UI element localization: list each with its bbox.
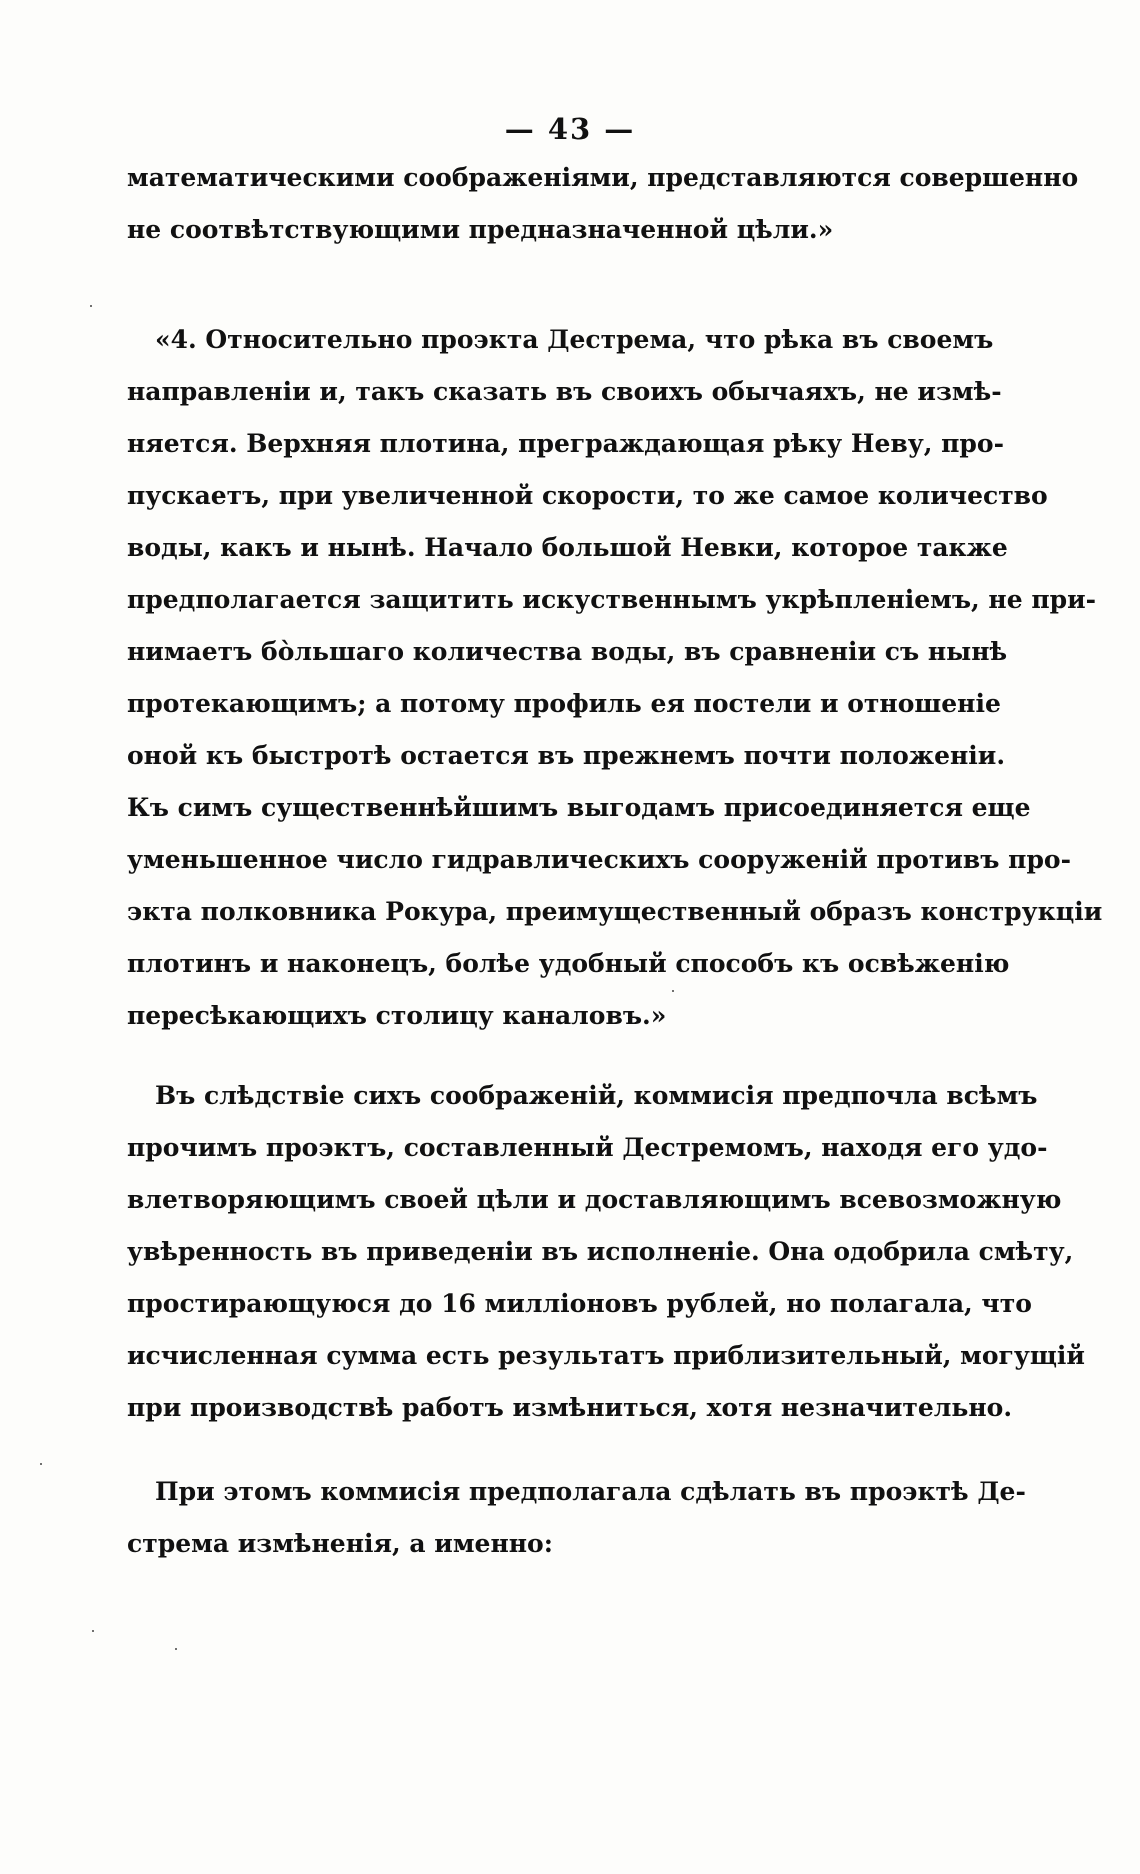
text-line: При этомъ коммисія предполагала сдѣлать въ проэктѣ Де- <box>155 1477 1026 1506</box>
text-line: плотинъ и наконецъ, болѣе удобный способъ къ освѣженію <box>127 949 1010 978</box>
text-line: пускаетъ, при увеличенной скорости, то же самое количество <box>127 481 1048 510</box>
paragraph-4 <box>127 1466 1026 1570</box>
text-line: протекающимъ; а потому профиль ея постели и отношеніе <box>127 689 1001 718</box>
text-line: простирающуюся до 16 милліоновъ рублей, но полагала, что <box>127 1289 1032 1318</box>
text-line: направленіи и, такъ сказать въ своихъ обычаяхъ, не измѣ- <box>127 377 1002 406</box>
text-line: пересѣкающихъ столицу каналовъ.» <box>127 1001 667 1030</box>
text-line: влетворяющимъ своей цѣли и доставляющимъ всевозможную <box>127 1185 1062 1214</box>
text-line: Къ симъ существеннѣйшимъ выгодамъ присоединяется еще <box>127 793 1031 822</box>
paragraph-2 <box>127 314 1103 1042</box>
scan-speck <box>90 305 92 307</box>
text-line: прочимъ проэктъ, составленный Дестремомъ, находя его удо- <box>127 1133 1048 1162</box>
text-line: увѣренность въ приведеніи въ исполненіе. Она одобрила смѣту, <box>127 1237 1074 1266</box>
text-line: при производствѣ работъ измѣниться, хотя незначительно. <box>127 1393 1013 1422</box>
text-line: экта полковника Рокура, преимущественный образъ конструкціи <box>127 897 1103 926</box>
scan-speck <box>175 1648 177 1650</box>
text-line: оной къ быстротѣ остается въ прежнемъ почти положеніи. <box>127 741 1006 770</box>
text-line: Въ слѣдствіе сихъ соображеній, коммисія предпочла всѣмъ <box>155 1081 1038 1110</box>
paragraph-1 <box>127 152 1079 256</box>
paragraph-3 <box>127 1070 1085 1434</box>
text-line: нимаетъ бо̀льшаго количества воды, въ сравненіи съ нынѣ <box>127 637 1008 666</box>
text-line: «4. Относительно проэкта Дестрема, что рѣка въ своемъ <box>155 325 994 354</box>
scan-speck <box>40 1463 42 1465</box>
scan-speck <box>92 1630 94 1632</box>
page-number: — 43 — <box>504 112 636 146</box>
text-line: исчисленная сумма есть результатъ приблизительный, могущій <box>127 1341 1085 1370</box>
text-line: математическими соображеніями, представляются совершенно <box>127 163 1079 192</box>
text-line: стрема измѣненія, а именно: <box>127 1529 553 1558</box>
text-line: воды, какъ и нынѣ. Начало большой Невки, которое также <box>127 533 1008 562</box>
text-line: не соотвѣтствующими предназначенной цѣли.» <box>127 215 834 244</box>
scan-speck <box>672 990 674 992</box>
text-line: няется. Верхняя плотина, преграждающая рѣку Неву, про- <box>127 429 1004 458</box>
text-line: предполагается защитить искуственнымъ укрѣпленіемъ, не при- <box>127 585 1097 614</box>
text-line: уменьшенное число гидравлическихъ сооруженій противъ про- <box>127 845 1071 874</box>
